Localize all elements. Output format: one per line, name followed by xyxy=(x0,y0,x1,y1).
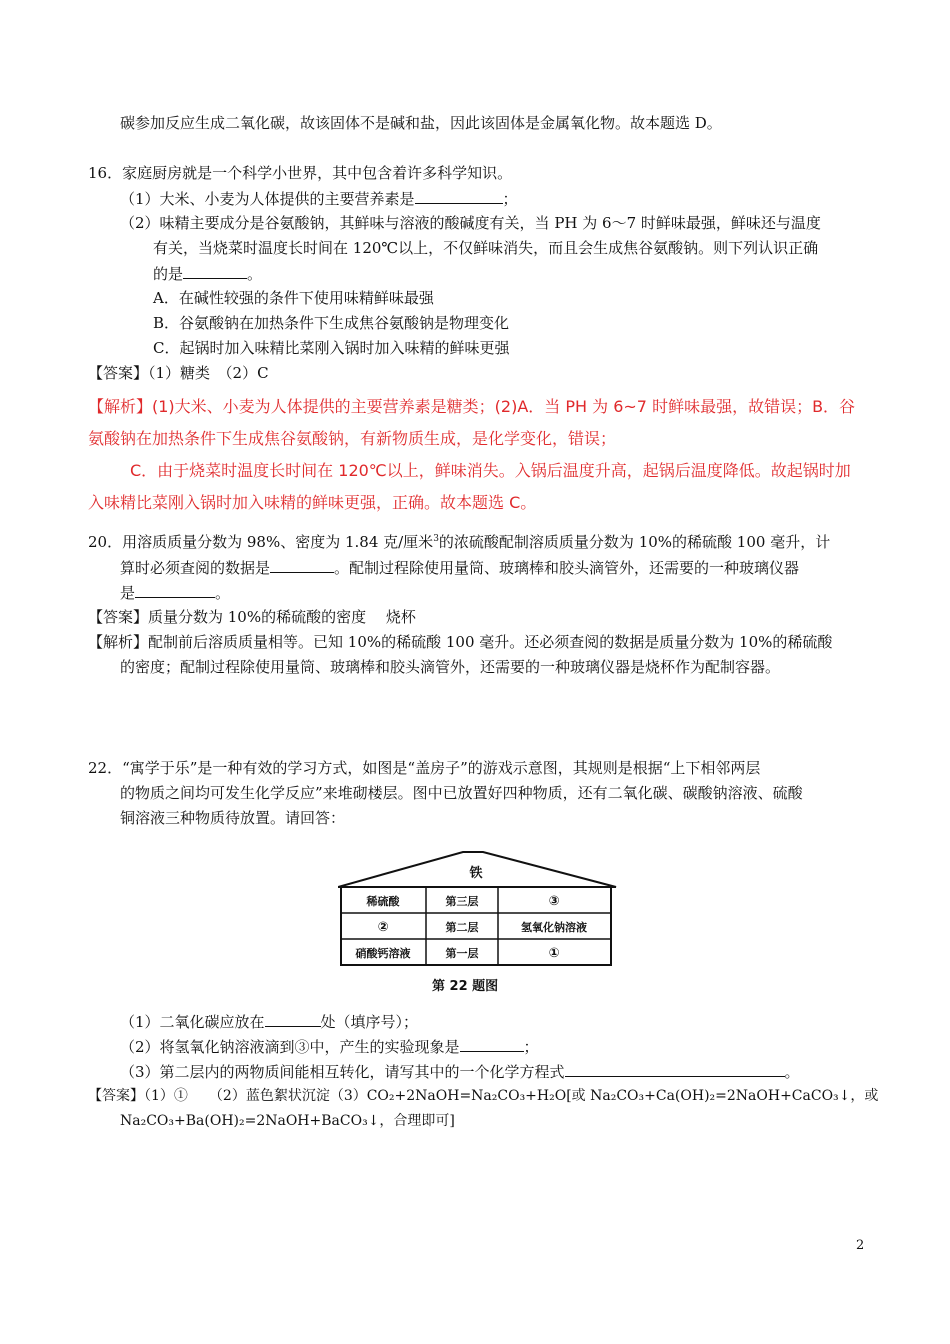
q20-line2: 算时必须查阅的数据是 。配制过程除使用量筒、玻璃棒和胶头滴管外，还需要的一种玻璃仪器 xyxy=(120,556,799,579)
cell-r2c3: 氢氧化钠溶液 xyxy=(521,921,587,934)
q22-line2: 的物质之间均可发生化学反应”来堆砌楼层。图中已放置好四种物质，还有二氧化碳、碳酸钠溶液、硫酸 xyxy=(120,784,803,802)
q20-explanation-line1: 【解析】配制前后溶质质量相等。已知 10%的稀硫酸 100 毫升。还必须查阅的数据是质量分数为 10%的稀硫酸 xyxy=(88,633,833,651)
q22-answer-line2: Na₂CO₃+Ba(OH)₂=2NaOH+BaCO₃↓，合理即可] xyxy=(120,1113,455,1129)
cell-r3c2: 第三层 xyxy=(445,895,479,908)
q20-explanation-line2: 的密度；配制过程除使用量筒、玻璃棒和胶头滴管外，还需要的一种玻璃仪器是烧杯作为配制容器。 xyxy=(120,658,781,676)
q16-option-b: B．谷氨酸钠在加热条件下生成焦谷氨酸钠是物理变化 xyxy=(153,314,510,332)
q16-explanation-line1: 【解析】(1)大米、小麦为人体提供的主要营养素是糖类；(2)A．当 PH 为 6~7 时鲜味最强，故错误；B．谷 xyxy=(88,397,856,416)
q16-stem: 16．家庭厨房就是一个科学小世界，其中包含着许多科学知识。 xyxy=(88,164,513,182)
q22-blank2 xyxy=(460,1035,524,1052)
q22-blank1 xyxy=(265,1010,321,1027)
q16-explanation-line4: 入味精比菜刚入锅时加入味精的鲜味更强，正确。故本题选 C。 xyxy=(88,493,537,512)
q16-part2-line2: 有关，当烧菜时温度长时间在 120℃以上，不仅鲜味消失，而且会生成焦谷氨酸钠。则下列认识正确 xyxy=(153,239,819,257)
q22-sub2: （2）将氢氧化钠溶液滴到③中，产生的实验现象是 ； xyxy=(120,1035,539,1058)
cell-r3c1: 稀硫酸 xyxy=(366,895,400,908)
q16-option-a: A．在碱性较强的条件下使用味精鲜味最强 xyxy=(153,289,434,307)
q20-blank2 xyxy=(135,581,215,598)
cell-r2c2: 第二层 xyxy=(445,921,479,934)
house-game-figure xyxy=(338,850,618,972)
figure-caption: 第 22 题图 xyxy=(432,979,499,994)
prev-explanation-tail: 碳参加反应生成二氧化碳，故该固体不是碱和盐，因此该固体是金属氧化物。故本题选 D。 xyxy=(120,114,722,132)
q20-blank1 xyxy=(270,556,334,573)
q22-sub1: （1）二氧化碳应放在 处（填序号）； xyxy=(120,1010,418,1033)
cell-r2c1: ② xyxy=(377,920,389,935)
cell-r1c3: ① xyxy=(548,946,560,961)
q16-option-c: C．起锅时加入味精比菜刚入锅时加入味精的鲜味更强 xyxy=(153,339,510,357)
q16-part1: （1）大米、小麦为人体提供的主要营养素是 ； xyxy=(120,187,518,210)
q16-blank1 xyxy=(415,187,503,204)
q20-line3: 是 。 xyxy=(120,581,230,604)
q16-part2-line3: 的是 。 xyxy=(153,262,262,285)
q16-part2-line1: （2）味精主要成分是谷氨酸钠，其鲜味与溶液的酸碱度有关，当 PH 为 6～7 时鲜味最强，鲜味还与温度 xyxy=(120,214,821,232)
q22-blank3 xyxy=(565,1060,785,1077)
q16-explanation-line2: 氨酸钠在加热条件下生成焦谷氨酸钠，有新物质生成，是化学变化，错误； xyxy=(88,429,617,448)
q16-explanation-line3: C．由于烧菜时温度长时间在 120℃以上，鲜味消失。入锅后温度升高，起锅后温度降低。故起锅时加 xyxy=(130,461,851,480)
q22-line1: 22．“寓学于乐”是一种有效的学习方式，如图是“盖房子”的游戏示意图，其规则是根据“上下相邻两层 xyxy=(88,759,761,777)
cell-r3c3: ③ xyxy=(548,894,560,909)
cell-r1c1: 硝酸钙溶液 xyxy=(355,947,411,960)
cell-r1c2: 第一层 xyxy=(445,947,479,960)
q16-blank2 xyxy=(183,262,247,279)
page-number: 2 xyxy=(856,1238,865,1253)
q20-line1: 20．用溶质质量分数为 98%、密度为 1.84 克/厘米$^3$的浓硫酸配制溶质质量分数为 10%的稀硫酸 100 毫升，计 xyxy=(88,533,831,551)
roof-label: 铁 xyxy=(469,866,483,881)
q22-sub3: （3）第二层内的两物质间能相互转化，请写其中的一个化学方程式 。 xyxy=(120,1060,800,1083)
q20-answer: 【答案】质量分数为 10%的稀硫酸的密度 烧杯 xyxy=(88,608,416,626)
q22-answer-line1: 【答案】（1）① （2）蓝色絮状沉淀（3）CO₂+2NaOH=Na₂CO₃+H₂O[或 Na₂CO₃+Ca(OH)₂=2NaOH+CaCO₃↓，或 xyxy=(88,1088,879,1104)
q16-answer: 【答案】（1）糖类 （2）C xyxy=(88,364,269,382)
q22-line3: 铜溶液三种物质待放置。请回答： xyxy=(120,809,346,827)
